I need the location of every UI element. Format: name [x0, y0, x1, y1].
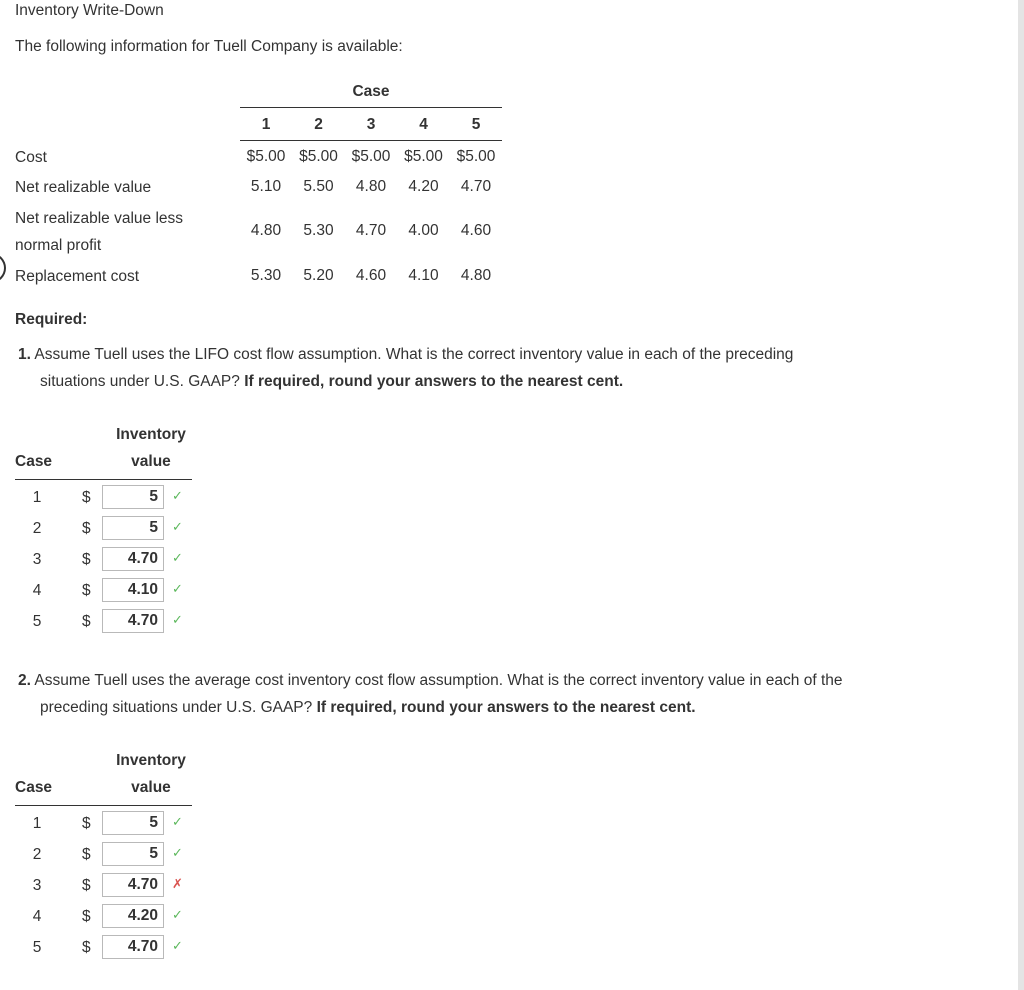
question-number: 1.: [18, 346, 31, 363]
question-2: [18, 667, 1018, 721]
case-number: 2: [32, 846, 42, 863]
question-text: Assume Tuell uses the average cost inventory cost flow assumption. What is the correct inventory value in each of the: [34, 672, 843, 689]
column-header: Case: [15, 779, 53, 796]
intro-text: The following information for Tuell Company is available:: [15, 38, 403, 55]
column-header: value: [131, 453, 171, 470]
question-text: situations under U.S. GAAP?: [40, 373, 240, 390]
table-cell: 4.70: [355, 222, 387, 239]
question-number: 2.: [18, 672, 31, 689]
case-number: 5: [32, 939, 42, 956]
page-title: Inventory Write-Down: [15, 2, 164, 19]
answer-input[interactable]: 4.70: [102, 547, 164, 571]
case-number: 5: [32, 613, 42, 630]
divider: [240, 140, 502, 141]
column-header: 1: [261, 116, 271, 133]
table-cell: 4.70: [460, 178, 492, 195]
answer-input[interactable]: 5: [102, 842, 164, 866]
answer-input[interactable]: 4.70: [102, 935, 164, 959]
scrollbar[interactable]: [1018, 0, 1024, 990]
table-cell: 5.30: [250, 267, 282, 284]
row-label: Net realizable value: [15, 179, 152, 196]
answer-input[interactable]: 5: [102, 811, 164, 835]
table-cell: $5.00: [246, 148, 286, 165]
column-header: 4: [419, 116, 428, 133]
answer-input[interactable]: 4.20: [102, 904, 164, 928]
table-cell: 4.80: [355, 178, 387, 195]
table-cell: 4.60: [355, 267, 387, 284]
table-row: [15, 903, 205, 934]
table-cell: 5.20: [303, 267, 334, 284]
check-icon: ✓: [172, 907, 183, 922]
table-cell: 4.80: [460, 267, 492, 284]
row-label: Cost: [15, 149, 47, 166]
currency-symbol: $: [82, 908, 91, 925]
answer-input[interactable]: 4.10: [102, 578, 164, 602]
column-header: 5: [471, 116, 481, 133]
answer-input[interactable]: 5: [102, 516, 164, 540]
case-number: 3: [32, 551, 42, 568]
currency-symbol: $: [82, 846, 91, 863]
table-row: [15, 577, 205, 608]
column-header: Inventory: [116, 426, 186, 443]
info-table-column-headers: [240, 116, 502, 134]
question-text: preceding situations under U.S. GAAP?: [40, 699, 313, 716]
row-label: Replacement cost: [15, 268, 140, 285]
answer-input[interactable]: 5: [102, 485, 164, 509]
table-cell: 4.00: [408, 222, 439, 239]
currency-symbol: $: [82, 815, 91, 832]
table-cell: 4.20: [408, 178, 439, 195]
required-heading: Required:: [15, 311, 88, 328]
check-icon: ✓: [172, 550, 183, 565]
table-row: [15, 515, 205, 546]
currency-symbol: $: [82, 551, 91, 568]
row-label: Net realizable value less normal profit: [15, 210, 184, 254]
table-row: [15, 484, 205, 515]
currency-symbol: $: [82, 520, 91, 537]
column-header: 2: [314, 116, 323, 133]
question-instruction: If required, round your answers to the nearest cent.: [316, 699, 696, 716]
table-cell: $5.00: [456, 148, 496, 165]
table-cell: 4.60: [460, 222, 492, 239]
column-header: 3: [366, 116, 376, 133]
table-cell: 4.10: [408, 267, 439, 284]
question-text: Assume Tuell uses the LIFO cost flow assumption. What is the correct inventory value in each of the preceding: [34, 346, 794, 363]
check-icon: ✓: [172, 519, 183, 534]
check-icon: ✓: [172, 612, 183, 627]
table-cell: 5.30: [303, 222, 334, 239]
case-number: 1: [32, 489, 42, 506]
check-icon: ✓: [172, 938, 183, 953]
case-number: 2: [32, 520, 42, 537]
info-table-group-header: Case: [352, 83, 390, 100]
divider: [240, 107, 502, 108]
table-cell: $5.00: [299, 148, 338, 165]
question-1: [18, 341, 1018, 395]
table-row: [15, 934, 205, 965]
check-icon: ✓: [172, 488, 183, 503]
case-number: 3: [32, 877, 42, 894]
table-row: [15, 546, 205, 577]
answer-input[interactable]: 4.70: [102, 609, 164, 633]
currency-symbol: $: [82, 582, 91, 599]
cross-icon: ✗: [172, 876, 183, 891]
case-number: 1: [32, 815, 42, 832]
table-cell: 4.80: [250, 222, 282, 239]
check-icon: ✓: [172, 581, 183, 596]
collapsed-panel-handle[interactable]: [0, 253, 6, 283]
case-number: 4: [32, 582, 42, 599]
table-cell: $5.00: [404, 148, 443, 165]
table-row: [15, 841, 205, 872]
check-icon: ✓: [172, 845, 183, 860]
currency-symbol: $: [82, 489, 91, 506]
case-number: 4: [32, 908, 42, 925]
divider: [15, 805, 192, 806]
column-header: Inventory: [116, 752, 186, 769]
divider: [15, 479, 192, 480]
answer-input[interactable]: 4.70: [102, 873, 164, 897]
table-cell: $5.00: [351, 148, 391, 165]
table-row: [15, 608, 205, 639]
table-row: [15, 810, 205, 841]
column-header: value: [131, 779, 171, 796]
currency-symbol: $: [82, 939, 91, 956]
table-row: [15, 872, 205, 903]
check-icon: ✓: [172, 814, 183, 829]
table-cell: 5.10: [250, 178, 282, 195]
column-header: Case: [15, 453, 53, 470]
question-instruction: If required, round your answers to the nearest cent.: [244, 373, 624, 390]
currency-symbol: $: [82, 613, 91, 630]
table-cell: 5.50: [303, 178, 334, 195]
currency-symbol: $: [82, 877, 91, 894]
